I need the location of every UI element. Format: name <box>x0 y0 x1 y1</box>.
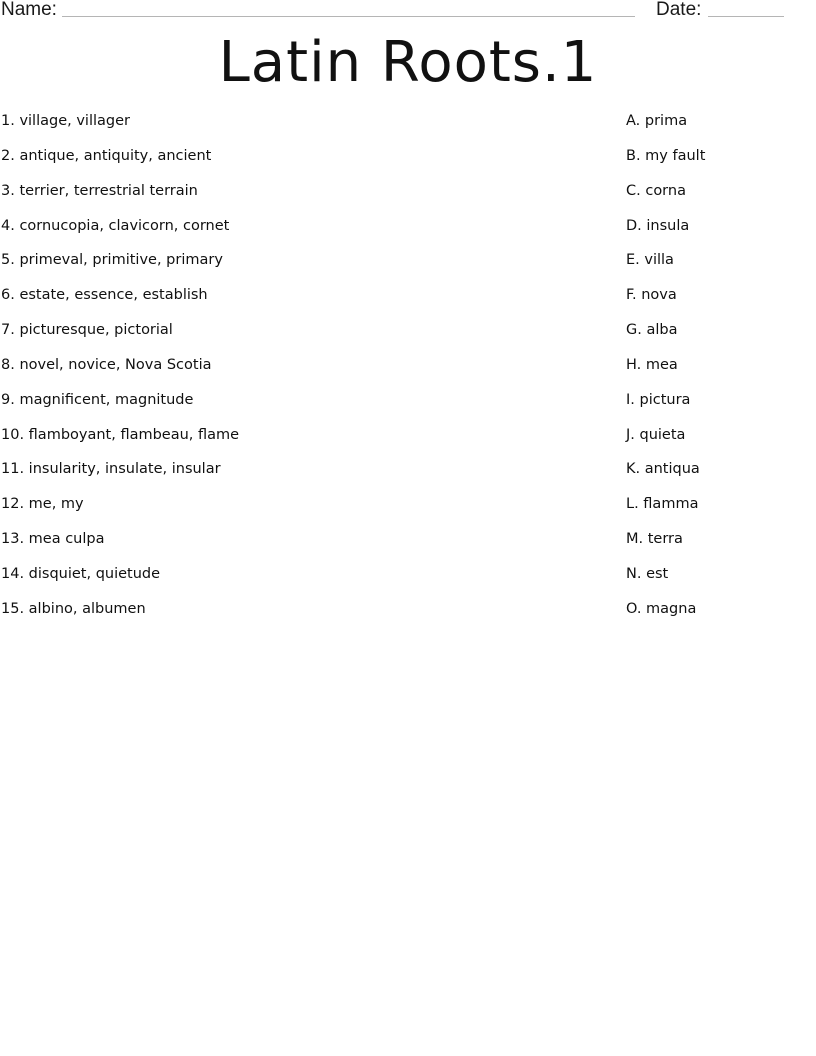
date-label: Date: <box>656 0 702 20</box>
answer-item: K. antiqua <box>626 461 700 478</box>
answer-item: F. nova <box>626 287 677 304</box>
clue-item: 6. estate, essence, establish <box>1 287 208 304</box>
clue-list <box>1 111 561 634</box>
answer-item: O. magna <box>626 600 697 617</box>
clue-item: 12. me, my <box>1 496 84 513</box>
answer-item: N. est <box>626 565 669 582</box>
clue-item: 7. picturesque, pictorial <box>1 322 173 339</box>
clue-item: 13. mea culpa <box>1 531 105 548</box>
clue-item: 1. village, villager <box>1 113 130 129</box>
clue-item: 14. disquiet, quietude <box>1 565 161 582</box>
answer-list <box>626 111 806 634</box>
clue-item: 8. novel, novice, Nova Scotia <box>1 356 212 373</box>
answer-item: I. pictura <box>626 391 691 408</box>
clue-item: 9. magnificent, magnitude <box>1 391 194 408</box>
answer-item: G. alba <box>626 322 678 339</box>
answer-item: J. quieta <box>626 426 686 443</box>
answer-item: H. mea <box>626 356 678 373</box>
answer-item: E. villa <box>626 252 674 269</box>
answer-item: D. insula <box>626 217 690 234</box>
worksheet-header <box>0 0 816 24</box>
clue-item: 10. flamboyant, flambeau, flame <box>1 426 240 443</box>
clue-item: 15. albino, albumen <box>1 600 146 617</box>
name-label: Name: <box>1 0 57 20</box>
name-field-line[interactable] <box>62 16 635 17</box>
answer-item: M. terra <box>626 531 683 548</box>
date-field-line[interactable] <box>708 16 784 17</box>
answer-item: L. flamma <box>626 496 699 513</box>
clue-item: 4. cornucopia, clavicorn, cornet <box>1 217 230 234</box>
page-title: Latin Roots.1 <box>218 30 598 95</box>
answer-item: B. my fault <box>626 147 706 164</box>
answer-item: C. corna <box>626 182 686 199</box>
clue-item: 3. terrier, terrestrial terrain <box>1 182 198 199</box>
clue-item: 11. insularity, insulate, insular <box>1 461 221 478</box>
answer-item: A. prima <box>626 113 688 129</box>
clue-item: 2. antique, antiquity, ancient <box>1 147 212 164</box>
clue-item: 5. primeval, primitive, primary <box>1 252 223 269</box>
